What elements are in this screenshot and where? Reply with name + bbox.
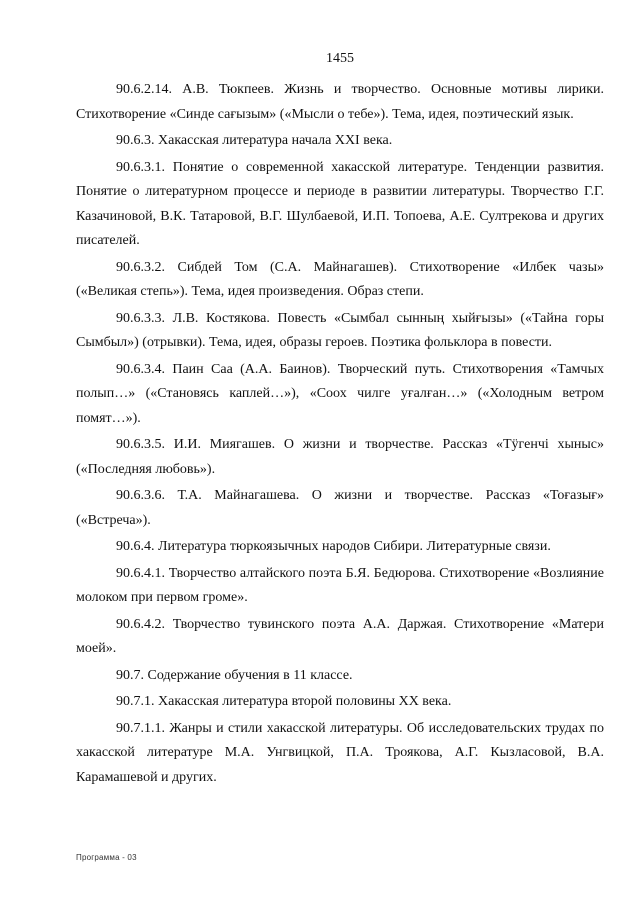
paragraph-90-7-1: 90.7.1. Хакасская литература второй половины XX века.: [116, 694, 452, 709]
paragraph-90-6-4: 90.6.4. Литература тюркоязычных народов Сибири. Литературные связи.: [116, 539, 551, 554]
document-body: [76, 78, 604, 792]
page-number: 1455: [326, 51, 354, 66]
paragraph-90-6-4-1: 90.6.4.1. Творчество алтайского поэта Б.Я. Бедюрова. Стихотворение «Возлияние молоком при первом громе».: [76, 565, 604, 605]
paragraph-90-6-3-4: 90.6.3.4. Паин Саа (А.А. Баинов). Творческий путь. Стихотворения «Тамчых полып…» («Становясь каплей…»), «Соох чилге уғалған…» («Холодным ветром помят…»).: [76, 361, 604, 426]
paragraph-90-6-4-2: 90.6.4.2. Творчество тувинского поэта А.А. Даржая. Стихотворение «Матери моей».: [76, 616, 604, 656]
paragraph-90-6-2-14: 90.6.2.14. А.В. Тюкпеев. Жизнь и творчество. Основные мотивы лирики. Стихотворение «Синде сағызым» («Мысли о тебе»). Тема, идея, поэтический язык.: [76, 82, 604, 122]
paragraph-90-6-3: 90.6.3. Хакасская литература начала XXI века.: [116, 133, 393, 148]
paragraph-90-7: 90.7. Содержание обучения в 11 классе.: [116, 667, 353, 683]
paragraph-90-6-3-3: 90.6.3.3. Л.В. Костякова. Повесть «Сымбал сынның хыйғызы» («Тайна горы Сымбыл») (отрывки). Тема, идея, образы героев. Поэтика фольклора в повести.: [76, 310, 604, 350]
paragraph-90-6-3-6: 90.6.3.6. Т.А. Майнагашева. О жизни и творчестве. Рассказ «Тоғазығ» («Встреча»).: [76, 488, 604, 528]
page-footer: Программа - 03: [76, 853, 137, 862]
paragraph-90-7-1-1: 90.7.1.1. Жанры и стили хакасской литературы. Об исследовательских трудах по хакасской литературе М.А. Унгвицкой, П.А. Троякова, А.Г. Кызласовой, В.А. Карамашевой и других.: [76, 720, 604, 785]
paragraph-90-6-3-1: 90.6.3.1. Понятие о современной хакасской литературе. Тенденции развития. Понятие о литературном процессе и периоде в развитии литературы. Творчество Г.Г. Казачиновой, В.К. Татаровой, В.Г. Шулбаевой, И.П. Топоева, А.Е. Султрекова и других писателей.: [76, 159, 604, 248]
paragraph-90-6-3-5: 90.6.3.5. И.И. Миягашев. О жизни и творчестве. Рассказ «Тӱгенчі хыныс» («Последняя любовь»).: [76, 437, 604, 477]
paragraph-90-6-3-2: 90.6.3.2. Сибдей Том (С.А. Майнагашев). Стихотворение «Илбек чазы» («Великая степь»). Тема, идея произведения. Образ степи.: [76, 259, 604, 299]
